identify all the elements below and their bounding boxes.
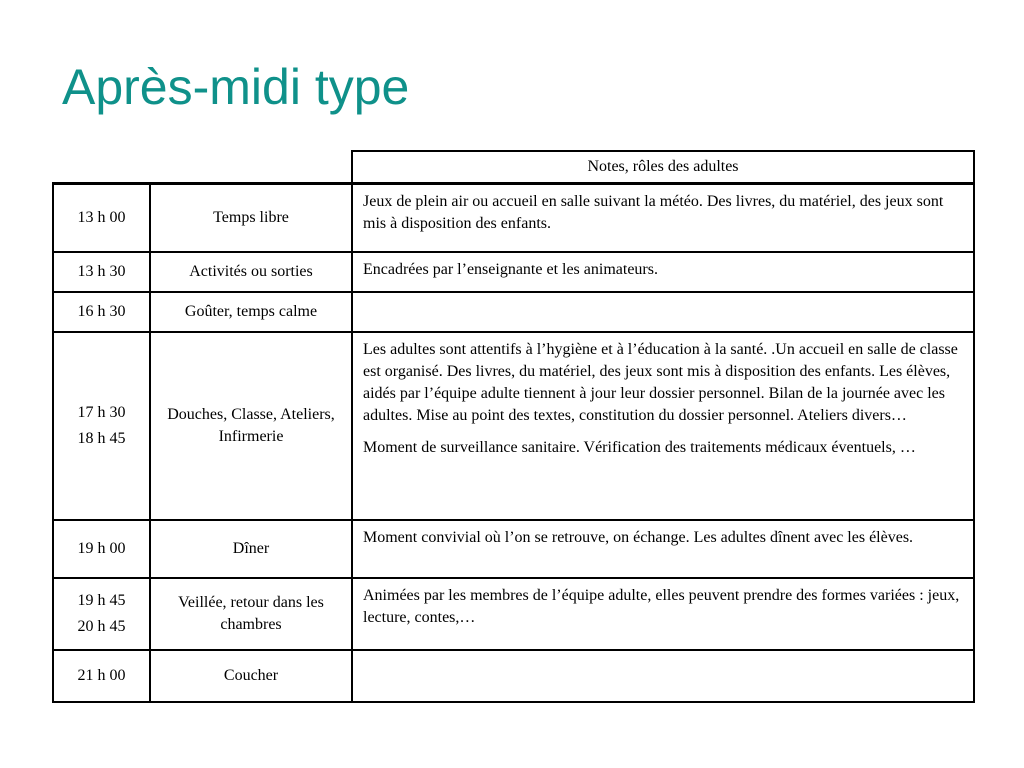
notes-cell — [352, 252, 974, 292]
time-value: 21 h 00 — [77, 666, 126, 684]
activity-cell: Coucher — [150, 650, 352, 702]
activity-cell: Douches, Classe, Ateliers, Infirmerie — [150, 332, 352, 520]
table-row — [53, 252, 974, 292]
table-row — [53, 520, 974, 578]
time-cell — [53, 332, 150, 520]
activity-cell: Goûter, temps calme — [150, 292, 352, 332]
time-cell — [53, 292, 150, 332]
empty-header-cell — [53, 151, 352, 184]
table-header-row — [53, 151, 974, 184]
notes-cell — [352, 332, 974, 520]
notes-column-header: Notes, rôles des adultes — [352, 151, 974, 184]
notes-cell — [352, 292, 974, 332]
table-row — [53, 332, 974, 520]
time-value: 17 h 30 — [77, 403, 126, 421]
notes-cell — [352, 650, 974, 702]
time-cell — [53, 520, 150, 578]
time-value: 19 h 00 — [77, 539, 126, 557]
time-value: 19 h 45 — [77, 591, 126, 609]
time-value: 16 h 30 — [77, 302, 126, 320]
table-row — [53, 292, 974, 332]
note-paragraph: Jeux de plein air ou accueil en salle suivant la météo. Des livres, du matériel, des jeux sont mis à disposition des enfants. — [363, 193, 944, 232]
time-cell — [53, 650, 150, 702]
time-cell — [53, 578, 150, 650]
schedule-table — [52, 150, 975, 703]
note-paragraph: Les adultes sont attentifs à l’hygiène et à l’éducation à la santé. .Un accueil en salle de classe est organisé. Des livres, du matériel, des jeux sont mis à disposition des enfants. Les élèves, aidés par l’équipe adulte tiennent à jour leur dossier personnel. Bilan de la journée avec les adultes. Mise au point des textes, constitution du dossier personnel. Ateliers divers… — [363, 340, 958, 424]
table-row — [53, 184, 974, 252]
time-value: 18 h 45 — [77, 429, 126, 447]
note-paragraph: Animées par les membres de l’équipe adulte, elles peuvent prendre des formes variées : jeux, lecture, contes,… — [363, 586, 960, 626]
notes-cell — [352, 520, 974, 578]
table-row — [53, 650, 974, 702]
time-value: 13 h 00 — [77, 208, 126, 226]
note-paragraph: Encadrées par l’enseignante et les animateurs. — [363, 260, 658, 278]
time-value: 13 h 30 — [77, 262, 126, 280]
activity-cell: Dîner — [150, 520, 352, 578]
activity-cell: Temps libre — [150, 184, 352, 252]
time-cell — [53, 184, 150, 252]
time-value: 20 h 45 — [77, 617, 126, 635]
note-paragraph: Moment convivial où l’on se retrouve, on échange. Les adultes dînent avec les élèves. — [363, 528, 914, 546]
page-title: Après-midi type — [62, 59, 410, 115]
activity-cell: Activités ou sorties — [150, 252, 352, 292]
notes-cell — [352, 184, 974, 252]
activity-cell: Veillée, retour dans les chambres — [150, 578, 352, 650]
table-row — [53, 578, 974, 650]
note-paragraph: Moment de surveillance sanitaire. Vérification des traitements médicaux éventuels, … — [363, 438, 916, 456]
notes-cell — [352, 578, 974, 650]
time-cell — [53, 252, 150, 292]
